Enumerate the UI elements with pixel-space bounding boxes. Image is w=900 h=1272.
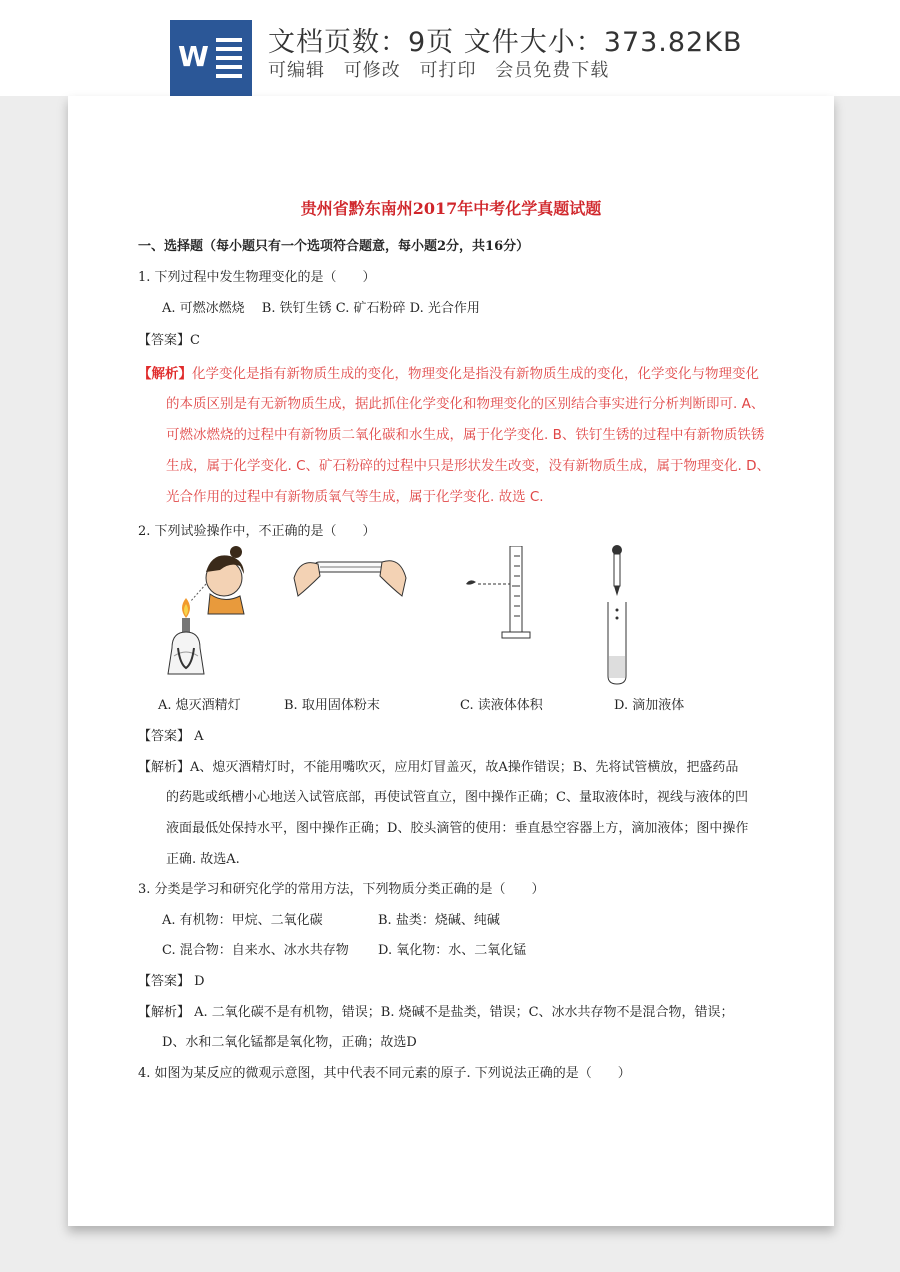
figure-dropper [598, 544, 638, 686]
header-banner [0, 0, 900, 96]
question-3-option-d: D. 氧化物：水、二氧化锰 [378, 943, 527, 958]
question-3-answer: 【答案】 D [138, 974, 205, 989]
figure-powder-test-tube [290, 548, 410, 610]
question-2-stem: 2. 下列试验操作中，不正确的是（ ） [138, 524, 376, 539]
question-3-option-b: B. 盐类：烧碱、纯碱 [378, 913, 500, 928]
question-1-options: A. 可燃冰燃烧 B. 铁钉生锈 C. 矿石粉碎 D. 光合作用 [162, 301, 480, 316]
question-1-analysis-line-5: 光合作用的过程中有新物质氧气等生成，属于化学变化. 故选 C. [166, 489, 544, 505]
question-3-analysis-line-2: D、水和二氧化锰都是氧化物，正确；故选D [162, 1035, 417, 1050]
feature-list [268, 56, 621, 82]
figure-read-cylinder [456, 546, 556, 641]
document-title: 贵州省黔东南州2017年中考化学真题试题 [300, 199, 602, 218]
question-1-answer: 【答案】C [138, 333, 200, 348]
question-1-stem: 1. 下列过程中发生物理变化的是（ ） [138, 270, 376, 285]
figure-extinguish-lamp [164, 544, 256, 680]
feature-member-download: 会员免费下载 [495, 60, 610, 81]
question-2-analysis-line-3: 液面最低处保持水平，图中操作正确；D、胶头滴管的使用：垂直悬空容器上方，滴加液体；图中操作 [166, 821, 749, 836]
figure-caption-c: C. 读液体体积 [460, 698, 543, 713]
analysis-tag: 【解析】 [138, 366, 192, 382]
question-2-answer: 【答案】 A [138, 729, 204, 744]
document-page [68, 96, 834, 1226]
question-2-analysis-line-4: 正确. 故选A. [166, 852, 240, 867]
feature-editable: 可编辑 [268, 60, 325, 81]
document-info: 文档页数：9页 文件大小：373.82KB [268, 27, 743, 58]
question-1-analysis-line-2: 的本质区别是有无新物质生成，据此抓住化学变化和物理变化的区别结合事实进行分析判断即可. A、 [166, 396, 765, 412]
question-3-stem: 3. 分类是学习和研究化学的常用方法，下列物质分类正确的是（ ） [138, 882, 545, 897]
question-1-analysis-line-1 [138, 362, 759, 382]
question-3-analysis-line-1: 【解析】 A. 二氧化碳不是有机物，错误；B. 烧碱不是盐类，错误；C、冰水共存物不是混合物，错误； [138, 1005, 734, 1020]
word-document-icon: W [170, 20, 252, 96]
question-1-analysis-line-3: 可燃冰燃烧的过程中有新物质二氧化碳和水生成，属于化学变化. B、铁钉生锈的过程中有新物质铁锈 [166, 427, 765, 443]
feature-printable: 可打印 [419, 60, 477, 81]
figure-caption-d: D. 滴加液体 [614, 698, 685, 713]
question-1-analysis-line-4: 生成，属于化学变化. C、矿石粉碎的过程中只是形状发生改变，没有新物质生成，属于物理变化. D、 [166, 458, 770, 474]
question-3-option-c: C. 混合物：自来水、冰水共存物 [162, 943, 349, 958]
figure-caption-a: A. 熄灭酒精灯 [158, 698, 241, 713]
section-heading: 一、选择题（每小题只有一个选项符合题意，每小题2分，共16分） [138, 239, 530, 254]
question-3-option-a: A. 有机物：甲烷、二氧化碳 [162, 913, 323, 928]
figure-caption-b: B. 取用固体粉末 [284, 698, 380, 713]
question-2-analysis-line-2: 的药匙或纸槽小心地送入试管底部，再使试管直立，图中操作正确；C、量取液体时，视线与液体的凹 [166, 790, 748, 805]
question-2-analysis-line-1: 【解析】A、熄灭酒精灯时，不能用嘴吹灭，应用灯冒盖灭，故A操作错误；B、先将试管横放，把盛药品 [138, 760, 739, 775]
analysis-text: 化学变化是指有新物质生成的变化，物理变化是指没有新物质生成的变化，化学变化与物理变化 [192, 366, 759, 382]
question-4-stem: 4. 如图为某反应的微观示意图，其中代表不同元素的原子. 下列说法正确的是（ ） [138, 1066, 631, 1081]
feature-modifiable: 可修改 [343, 60, 401, 81]
